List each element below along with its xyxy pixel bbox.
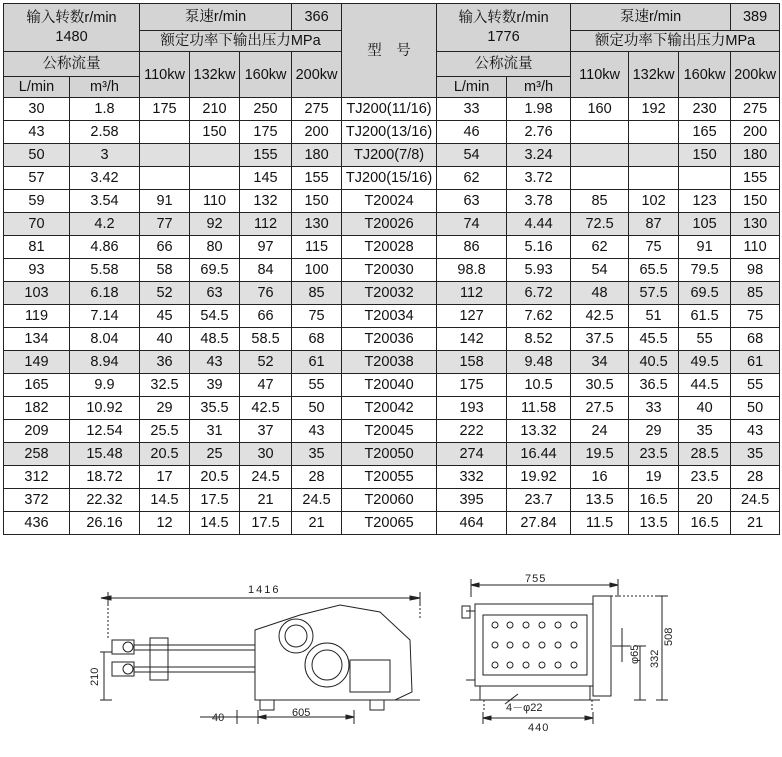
pressure-160kw: 145 [240,167,292,190]
right-unit-lmin: L/min [437,77,507,98]
side-span-dim: 605 [292,707,311,719]
model-cell: T20036 [342,328,437,351]
pressure-132kw: 39 [190,374,240,397]
right-power-110: 110kw [571,52,629,98]
pressure-160kw: 42.5 [240,397,292,420]
model-cell: T20028 [342,236,437,259]
pressure-132kw: 80 [190,236,240,259]
pressure-132kw-right: 75 [629,236,679,259]
right-flow-label: 公称流量 [437,52,571,77]
flow-m3h-right: 6.72 [507,282,571,305]
top-total-height-dim: 508 [663,627,675,646]
flow-lmin: 59 [4,190,70,213]
flow-m3h: 3.54 [70,190,140,213]
pressure-110kw-right: 37.5 [571,328,629,351]
flow-lmin: 134 [4,328,70,351]
flow-m3h: 9.9 [70,374,140,397]
pressure-200kw: 150 [292,190,342,213]
pressure-200kw-right: 98 [731,259,780,282]
flow-m3h-right: 5.16 [507,236,571,259]
right-rated-pressure-label: 额定功率下输出压力MPa [571,31,780,52]
flow-lmin-right: 62 [437,167,507,190]
model-cell: T20030 [342,259,437,282]
left-flow-label: 公称流量 [4,52,140,77]
pressure-200kw: 200 [292,121,342,144]
pressure-200kw-right: 110 [731,236,780,259]
flow-lmin-right: 158 [437,351,507,374]
pressure-160kw: 97 [240,236,292,259]
pressure-160kw: 84 [240,259,292,282]
pressure-132kw: 54.5 [190,305,240,328]
pressure-200kw: 155 [292,167,342,190]
flow-lmin-right: 74 [437,213,507,236]
pressure-110kw: 45 [140,305,190,328]
pressure-160kw-right: 123 [679,190,731,213]
pressure-160kw-right: 105 [679,213,731,236]
flow-lmin-right: 63 [437,190,507,213]
pressure-132kw-right: 29 [629,420,679,443]
pressure-132kw: 48.5 [190,328,240,351]
flow-m3h-right: 19.92 [507,466,571,489]
pressure-160kw-right: 16.5 [679,512,731,535]
pressure-132kw: 43 [190,351,240,374]
pressure-110kw-right: 13.5 [571,489,629,512]
pressure-110kw: 12 [140,512,190,535]
pressure-160kw: 30 [240,443,292,466]
flow-m3h-right: 5.93 [507,259,571,282]
pressure-200kw-right: 61 [731,351,780,374]
flow-m3h: 3.42 [70,167,140,190]
pressure-200kw-right: 155 [731,167,780,190]
pressure-132kw: 20.5 [190,466,240,489]
flow-m3h: 4.86 [70,236,140,259]
pressure-200kw-right: 43 [731,420,780,443]
flow-lmin: 436 [4,512,70,535]
pressure-110kw: 17 [140,466,190,489]
left-power-110: 110kw [140,52,190,98]
right-power-132: 132kw [629,52,679,98]
flow-lmin-right: 193 [437,397,507,420]
flow-m3h-right: 2.76 [507,121,571,144]
pressure-132kw-right: 102 [629,190,679,213]
left-pump-speed-label: 泵速r/min [140,4,292,31]
pressure-132kw-right: 65.5 [629,259,679,282]
pressure-200kw: 180 [292,144,342,167]
pressure-132kw: 35.5 [190,397,240,420]
pressure-200kw-right: 130 [731,213,780,236]
pressure-110kw: 29 [140,397,190,420]
pressure-132kw: 25 [190,443,240,466]
flow-lmin: 258 [4,443,70,466]
pressure-110kw: 52 [140,282,190,305]
pressure-110kw: 91 [140,190,190,213]
pressure-132kw: 110 [190,190,240,213]
flow-lmin: 93 [4,259,70,282]
pressure-160kw: 175 [240,121,292,144]
left-power-200: 200kw [292,52,342,98]
pressure-132kw: 17.5 [190,489,240,512]
flow-lmin-right: 46 [437,121,507,144]
flow-m3h: 26.16 [70,512,140,535]
flow-lmin: 43 [4,121,70,144]
pressure-200kw-right: 75 [731,305,780,328]
pressure-160kw-right: 40 [679,397,731,420]
top-shaft-height-dim: 332 [649,649,661,668]
flow-lmin: 149 [4,351,70,374]
flow-m3h: 8.94 [70,351,140,374]
pressure-160kw: 47 [240,374,292,397]
pressure-110kw-right: 62 [571,236,629,259]
pressure-200kw-right: 180 [731,144,780,167]
input-speed-label: 输入转数r/min [26,9,117,26]
pressure-200kw-right: 68 [731,328,780,351]
flow-m3h: 6.18 [70,282,140,305]
pressure-200kw: 55 [292,374,342,397]
flow-m3h-right: 3.24 [507,144,571,167]
model-cell: T20065 [342,512,437,535]
pressure-110kw-right: 48 [571,282,629,305]
pressure-132kw-right: 13.5 [629,512,679,535]
flow-m3h-right: 9.48 [507,351,571,374]
pressure-160kw-right: 79.5 [679,259,731,282]
flow-m3h-right: 3.72 [507,167,571,190]
pressure-110kw-right: 72.5 [571,213,629,236]
top-base-dim: 440 [528,722,550,734]
model-cell: T20034 [342,305,437,328]
pressure-110kw-right: 27.5 [571,397,629,420]
pressure-160kw: 132 [240,190,292,213]
pressure-132kw-right: 23.5 [629,443,679,466]
pressure-160kw-right: 69.5 [679,282,731,305]
pressure-160kw-right: 91 [679,236,731,259]
pressure-160kw: 58.5 [240,328,292,351]
pressure-200kw: 61 [292,351,342,374]
pressure-200kw: 275 [292,98,342,121]
pressure-160kw: 112 [240,213,292,236]
left-power-160: 160kw [240,52,292,98]
left-unit-lmin: L/min [4,77,70,98]
flow-m3h: 1.8 [70,98,140,121]
left-rated-pressure-label: 额定功率下输出压力MPa [140,31,342,52]
model-cell: TJ200(11/16) [342,98,437,121]
flow-m3h-right: 11.58 [507,397,571,420]
pressure-160kw: 250 [240,98,292,121]
flow-lmin: 50 [4,144,70,167]
pressure-200kw-right: 50 [731,397,780,420]
side-length-dim: 1416 [248,584,281,596]
input-speed-label-right: 输入转数r/min [458,9,549,26]
pressure-110kw-right: 42.5 [571,305,629,328]
flow-lmin-right: 98.8 [437,259,507,282]
pressure-110kw-right: 24 [571,420,629,443]
flow-m3h: 15.48 [70,443,140,466]
flow-m3h: 18.72 [70,466,140,489]
model-cell: T20038 [342,351,437,374]
pressure-132kw: 92 [190,213,240,236]
flow-m3h: 8.04 [70,328,140,351]
flow-m3h-right: 1.98 [507,98,571,121]
flow-m3h: 10.92 [70,397,140,420]
pressure-110kw: 175 [140,98,190,121]
model-cell: T20060 [342,489,437,512]
pressure-200kw: 100 [292,259,342,282]
flow-lmin: 81 [4,236,70,259]
model-cell: T20024 [342,190,437,213]
pressure-132kw-right: 36.5 [629,374,679,397]
pressure-200kw: 68 [292,328,342,351]
pressure-200kw-right: 55 [731,374,780,397]
pressure-200kw: 115 [292,236,342,259]
flow-lmin-right: 395 [437,489,507,512]
pressure-132kw-right: 40.5 [629,351,679,374]
flow-m3h-right: 10.5 [507,374,571,397]
pressure-160kw-right: 150 [679,144,731,167]
pressure-200kw-right: 200 [731,121,780,144]
pressure-200kw: 75 [292,305,342,328]
flow-m3h-right: 4.44 [507,213,571,236]
pressure-132kw: 31 [190,420,240,443]
left-power-132: 132kw [190,52,240,98]
right-input-speed-value: 1776 [487,28,520,45]
pressure-110kw: 77 [140,213,190,236]
flow-m3h-right: 23.7 [507,489,571,512]
pressure-132kw-right: 51 [629,305,679,328]
flow-lmin: 30 [4,98,70,121]
pressure-110kw: 32.5 [140,374,190,397]
right-pump-speed-label: 泵速r/min [571,4,731,31]
right-unit-m3h: m³/h [507,77,571,98]
flow-m3h-right: 16.44 [507,443,571,466]
model-cell: T20040 [342,374,437,397]
flow-m3h-right: 7.62 [507,305,571,328]
pressure-160kw-right: 44.5 [679,374,731,397]
side-height-dim: 210 [89,667,101,686]
top-holes-dim: 4－φ22 [506,702,543,714]
flow-m3h: 4.2 [70,213,140,236]
model-cell: T20026 [342,213,437,236]
flow-m3h: 5.58 [70,259,140,282]
flow-m3h: 2.58 [70,121,140,144]
top-shaft-dim: φ65 [629,644,641,664]
model-cell: TJ200(13/16) [342,121,437,144]
pressure-132kw-right: 87 [629,213,679,236]
model-cell: T20050 [342,443,437,466]
pressure-110kw: 14.5 [140,489,190,512]
pressure-200kw: 43 [292,420,342,443]
flow-lmin: 103 [4,282,70,305]
flow-lmin-right: 33 [437,98,507,121]
pressure-160kw-right: 35 [679,420,731,443]
pressure-200kw: 24.5 [292,489,342,512]
pressure-110kw-right: 16 [571,466,629,489]
flow-lmin: 70 [4,213,70,236]
flow-m3h: 12.54 [70,420,140,443]
pressure-110kw-right: 30.5 [571,374,629,397]
pressure-110kw-right: 54 [571,259,629,282]
pressure-200kw: 85 [292,282,342,305]
pressure-110kw-right: 85 [571,190,629,213]
pressure-200kw-right: 24.5 [731,489,780,512]
flow-m3h-right: 3.78 [507,190,571,213]
flow-lmin: 209 [4,420,70,443]
pressure-110kw-right: 34 [571,351,629,374]
pressure-132kw: 150 [190,121,240,144]
pressure-110kw: 66 [140,236,190,259]
pressure-160kw: 76 [240,282,292,305]
pressure-132kw-right: 33 [629,397,679,420]
flow-lmin: 182 [4,397,70,420]
flow-lmin: 57 [4,167,70,190]
pressure-132kw: 69.5 [190,259,240,282]
pressure-160kw-right: 230 [679,98,731,121]
pressure-200kw-right: 85 [731,282,780,305]
pressure-200kw-right: 35 [731,443,780,466]
left-unit-m3h: m³/h [70,77,140,98]
model-cell: T20032 [342,282,437,305]
pressure-110kw-right: 11.5 [571,512,629,535]
side-view-drawing [100,592,420,724]
model-cell: T20045 [342,420,437,443]
pressure-110kw: 40 [140,328,190,351]
pressure-160kw: 24.5 [240,466,292,489]
top-width-dim: 755 [525,573,547,585]
pressure-160kw: 17.5 [240,512,292,535]
pressure-160kw: 21 [240,489,292,512]
pressure-132kw-right: 45.5 [629,328,679,351]
pressure-200kw: 35 [292,443,342,466]
flow-m3h-right: 13.32 [507,420,571,443]
flow-lmin-right: 127 [437,305,507,328]
flow-lmin: 119 [4,305,70,328]
pressure-160kw: 155 [240,144,292,167]
model-cell: T20042 [342,397,437,420]
pressure-110kw: 58 [140,259,190,282]
pressure-160kw-right: 61.5 [679,305,731,328]
pressure-132kw: 14.5 [190,512,240,535]
right-power-160: 160kw [679,52,731,98]
flow-lmin-right: 274 [437,443,507,466]
flow-lmin-right: 332 [437,466,507,489]
pressure-132kw-right: 192 [629,98,679,121]
flow-lmin: 372 [4,489,70,512]
pressure-160kw-right: 49.5 [679,351,731,374]
pressure-200kw: 130 [292,213,342,236]
model-cell: TJ200(15/16) [342,167,437,190]
flow-lmin-right: 222 [437,420,507,443]
pressure-110kw-right: 160 [571,98,629,121]
flow-lmin-right: 142 [437,328,507,351]
flow-lmin-right: 86 [437,236,507,259]
pressure-160kw: 66 [240,305,292,328]
pressure-200kw-right: 28 [731,466,780,489]
right-pump-speed-value: 389 [731,4,780,31]
left-input-speed-value: 1480 [55,28,88,45]
flow-lmin: 165 [4,374,70,397]
pressure-160kw: 52 [240,351,292,374]
flow-m3h-right: 27.84 [507,512,571,535]
left-pump-speed-value: 366 [292,4,342,31]
pressure-200kw: 50 [292,397,342,420]
model-cell: TJ200(7/8) [342,144,437,167]
pressure-200kw-right: 21 [731,512,780,535]
pressure-132kw: 210 [190,98,240,121]
flow-lmin-right: 54 [437,144,507,167]
pressure-132kw-right: 19 [629,466,679,489]
pressure-160kw: 37 [240,420,292,443]
right-power-200: 200kw [731,52,780,98]
pressure-160kw-right: 55 [679,328,731,351]
pressure-200kw: 28 [292,466,342,489]
flow-lmin-right: 112 [437,282,507,305]
pressure-160kw-right: 165 [679,121,731,144]
model-header: 型 号 [342,4,437,98]
pressure-132kw-right: 57.5 [629,282,679,305]
flow-lmin-right: 464 [437,512,507,535]
pressure-160kw-right: 28.5 [679,443,731,466]
pressure-110kw-right: 19.5 [571,443,629,466]
flow-m3h-right: 8.52 [507,328,571,351]
flow-lmin-right: 175 [437,374,507,397]
flow-m3h: 7.14 [70,305,140,328]
pressure-132kw: 63 [190,282,240,305]
pressure-200kw-right: 150 [731,190,780,213]
model-cell: T20055 [342,466,437,489]
flow-m3h: 22.32 [70,489,140,512]
pressure-160kw-right: 23.5 [679,466,731,489]
pressure-160kw-right: 20 [679,489,731,512]
pressure-110kw: 20.5 [140,443,190,466]
pressure-200kw: 21 [292,512,342,535]
pressure-132kw-right: 16.5 [629,489,679,512]
pressure-110kw: 36 [140,351,190,374]
pressure-200kw-right: 275 [731,98,780,121]
flow-lmin: 312 [4,466,70,489]
pressure-110kw: 25.5 [140,420,190,443]
flow-m3h: 3 [70,144,140,167]
side-offset-dim: 40 [212,712,225,724]
